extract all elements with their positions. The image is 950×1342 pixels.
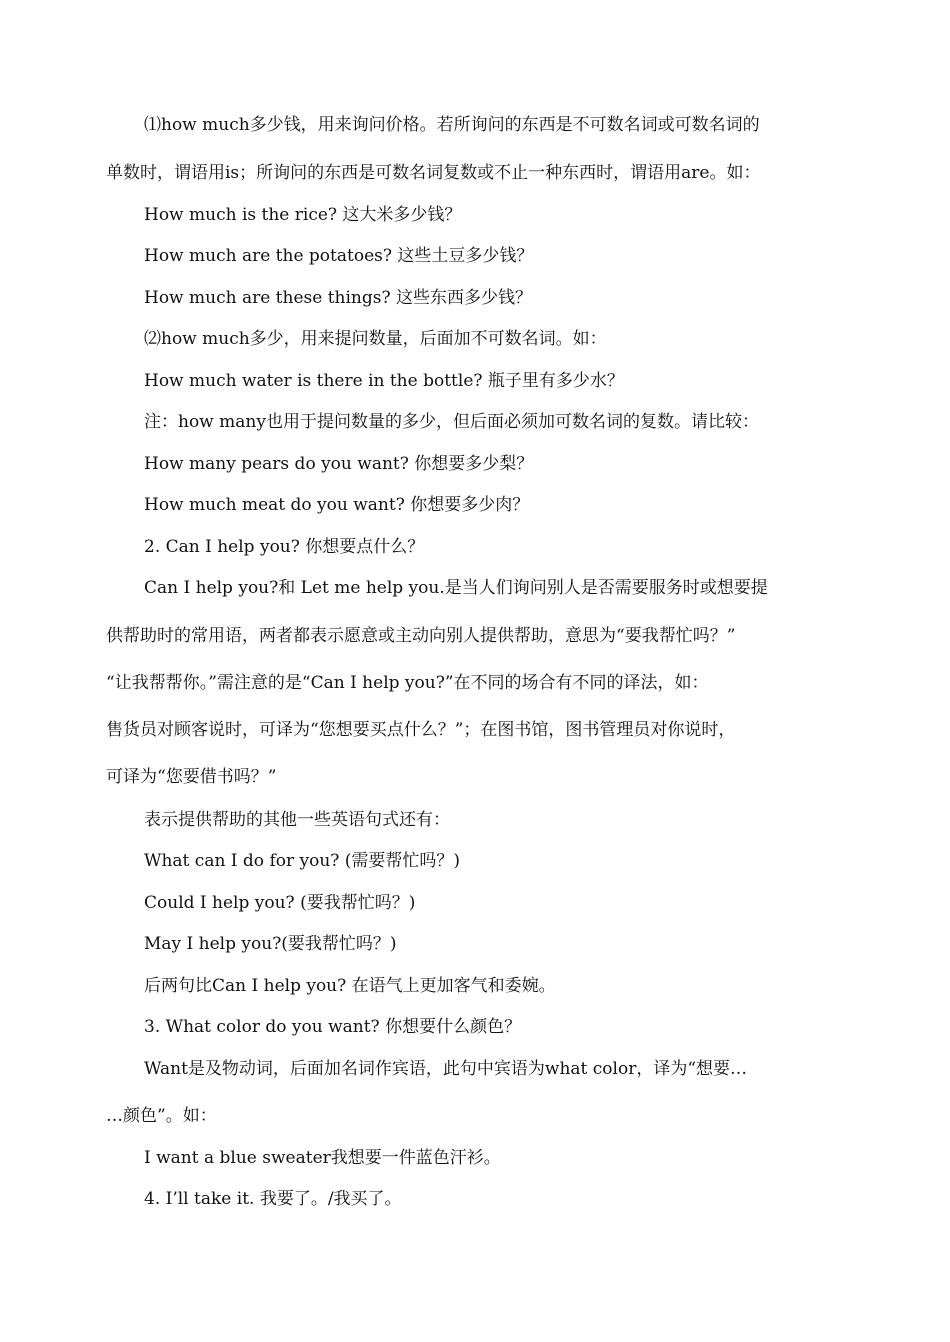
paragraph-line: 可译为“您要借书吗？”: [106, 767, 277, 787]
example-sentence: Could I help you? (要我帮忙吗？): [144, 893, 416, 913]
example-sentence: I want a blue sweater我想要一件蓝色汗衫。: [144, 1148, 501, 1168]
paragraph-line: 单数时，谓语用is；所询问的东西是可数名词复数或不止一种东西时，谓语用are。如：: [106, 163, 761, 183]
paragraph-line: 表示提供帮助的其他一些英语句式还有：: [144, 810, 450, 830]
example-sentence: How many pears do you want? 你想要多少梨？: [144, 454, 534, 474]
example-sentence: May I help you?(要我帮忙吗？): [144, 934, 397, 954]
paragraph-line: 后两句比Can I help you? 在语气上更加客气和委婉。: [144, 976, 556, 996]
paragraph-line: “让我帮帮你。”需注意的是“Can I help you?”在不同的场合有不同的译法，如：: [106, 673, 709, 693]
paragraph-line: …颜色”。如：: [106, 1106, 217, 1126]
paragraph-line: Want是及物动词，后面加名词作宾语，此句中宾语为what color，译为“想要…: [144, 1059, 748, 1079]
example-sentence: What can I do for you? (需要帮忙吗？): [144, 851, 461, 871]
section-heading-4: 4. I’ll take it. 我要了。/我买了。: [144, 1189, 402, 1209]
note-paragraph: 注：how many也用于提问数量的多少，但后面必须加可数名词的复数。请比较：: [144, 412, 759, 432]
paragraph-how-much-price: ⑴how much多少钱，用来询问价格。若所询问的东西是不可数名词或可数名词的: [144, 115, 760, 135]
section-heading-3: 3. What color do you want? 你想要什么颜色？: [144, 1017, 522, 1037]
paragraph-how-much-quantity: ⑵how much多少，用来提问数量，后面加不可数名词。如：: [144, 329, 607, 349]
example-sentence: How much water is there in the bottle? 瓶子里有多少水？: [144, 371, 624, 391]
paragraph-line: 供帮助时的常用语，两者都表示愿意或主动向别人提供帮助，意思为“要我帮忙吗？”: [106, 626, 736, 646]
example-sentence: How much is the rice? 这大米多少钱？: [144, 205, 462, 225]
example-sentence: How much are the potatoes? 这些土豆多少钱？: [144, 246, 534, 266]
paragraph-line: 售货员对顾客说时，可译为“您想要买点什么？”；在图书馆，图书管理员对你说时，: [106, 720, 736, 740]
example-sentence: How much are these things? 这些东西多少钱？: [144, 288, 533, 308]
section-heading-2: 2. Can I help you? 你想要点什么？: [144, 537, 425, 557]
example-sentence: How much meat do you want? 你想要多少肉？: [144, 495, 530, 515]
paragraph-line: Can I help you?和 Let me help you.是当人们询问别人是否需要服务时或想要提: [144, 578, 768, 598]
